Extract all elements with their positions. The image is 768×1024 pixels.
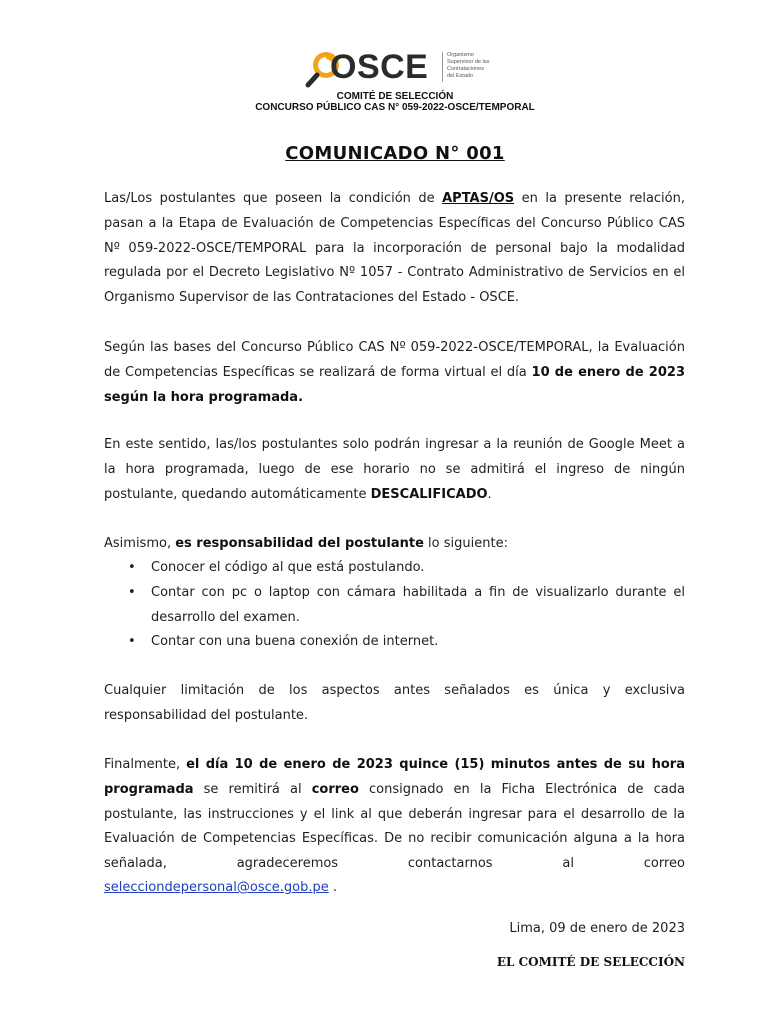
bullet-icon: • [128,634,136,650]
paragraph-3: En este sentido, las/los postulantes solo podrán ingresar a la reunión de Google Meet a la hora programada, luego de ese horario no se admitirá el ingreso de ningún postulante, quedando automáticamente DESCALIFICADO. [104,437,685,502]
issue-date: Lima, 09 de enero de 2023 [509,921,685,936]
committee-heading: COMITÉ DE SELECCIÓN [336,91,454,102]
paragraph-6: Finalmente, el día 10 de enero de 2023 quince (15) minutos antes de su hora programada se remitirá al correo consignado en la Ficha Electrónica de cada postulante, las instrucciones y el link al que deberán ingresar para el desarrollo de la Evaluación de Competencias Específicas. De no recibir comunicación alguna a la hora señalada, agradeceremos contactarnos al correo [104,757,685,872]
email-link[interactable]: selecciondepersonal@osce.gob.pe [104,880,329,895]
list-item: • Conocer el código al que está postulando. [104,556,685,581]
email-line: selecciondepersonal@osce.gob.pe . [104,880,337,895]
requirements-list [104,556,685,655]
list-item: • Contar con pc o laptop con cámara habilitada a fin de visualizarlo durante el desarrollo del examen. [104,581,685,631]
signature: EL COMITÉ DE SELECCIÓN [496,955,685,969]
osce-logo [304,48,504,90]
paragraph-2: Según las bases del Concurso Público CAS Nº 059-2022-OSCE/TEMPORAL, la Evaluación de Competencias Específicas se realizará de forma virtual el día 10 de enero de 2023 según la hora programada. [104,340,685,405]
bullet-icon: • [128,560,136,575]
logo-tagline: Organismo Supervisor de las Contrataciones del Estado [447,52,490,79]
logo-wordmark: OSCE [330,48,429,86]
page-title: COMUNICADO N° 001 [285,143,505,164]
bullet-icon: • [128,584,136,600]
list-item: • Contar con una buena conexión de internet. [104,630,685,655]
paragraph-5: Cualquier limitación de los aspectos antes señalados es única y exclusiva responsabilidad del postulante. [104,683,685,723]
paragraph-4: Asimismo, es responsabilidad del postulante lo siguiente: [104,536,508,551]
contest-heading: CONCURSO PÚBLICO CAS N° 059-2022-OSCE/TEMPORAL [255,102,535,113]
logo-divider [442,52,443,82]
paragraph-1: Las/Los postulantes que poseen la condición de APTAS/OS en la presente relación, pasan a la Etapa de Evaluación de Competencias Específicas del Concurso Público CAS Nº 059-2022-OSCE/TEMPORAL para la incorporación de personal bajo la modalidad regulada por el Decreto Legislativo Nº 1057 - Contrato Administrativo de Servicios en el Organismo Supervisor de las Contrataciones del Estado - OSCE. [104,191,685,306]
